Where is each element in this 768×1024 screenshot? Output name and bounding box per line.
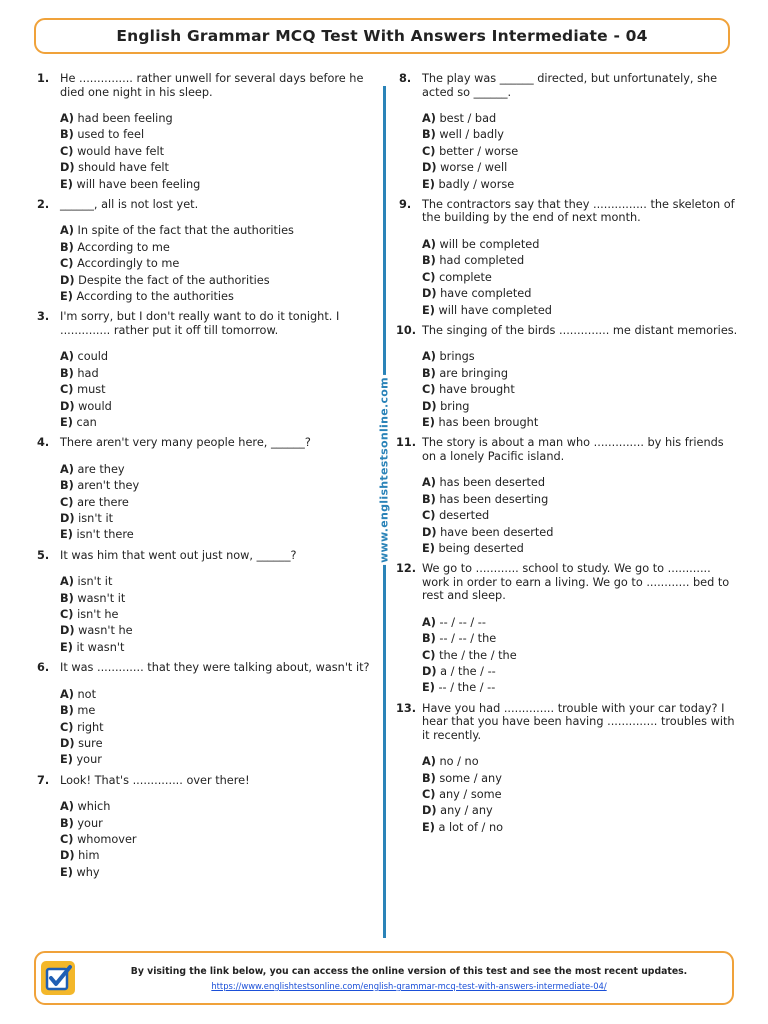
option-letter: E): [422, 541, 435, 555]
question-number-text: 9.: [399, 197, 412, 211]
question-item: [34, 549, 374, 656]
option-letter: D): [422, 664, 437, 678]
answer-option[interactable]: [60, 703, 374, 719]
option-letter: C): [60, 144, 74, 158]
option-text: isn't there: [76, 528, 134, 542]
question-item: [396, 324, 741, 431]
option-text: -- / -- / --: [439, 615, 486, 629]
answer-option[interactable]: [60, 623, 374, 639]
option-text: isn't he: [77, 608, 119, 622]
answer-option[interactable]: [422, 415, 741, 431]
question-header: [396, 198, 741, 225]
option-letter: D): [60, 736, 75, 750]
question-number-text: 11.: [396, 436, 417, 450]
question-number: [34, 310, 60, 337]
option-letter: C): [60, 257, 74, 271]
question-text: ______, all is not lost yet.: [60, 197, 199, 211]
option-letter: B): [422, 254, 436, 268]
answer-option[interactable]: [422, 286, 741, 302]
question-text: The story is about a man who .............. by his friends on a lonely Pacific island.: [422, 436, 724, 463]
answer-option[interactable]: [60, 799, 374, 815]
answer-option[interactable]: [422, 177, 741, 193]
option-letter: D): [60, 512, 75, 526]
option-text: being deserted: [438, 541, 524, 555]
answer-options: [34, 799, 374, 881]
option-text: had: [77, 366, 99, 380]
answer-option[interactable]: [422, 127, 741, 143]
option-letter: B): [60, 816, 74, 830]
option-text: isn't it: [78, 512, 114, 526]
answer-options: [34, 111, 374, 193]
question-item: [34, 774, 374, 881]
question-number: [34, 198, 60, 212]
option-text: it wasn't: [76, 640, 125, 654]
side-url[interactable]: www.englishtestsonline.com: [375, 375, 394, 565]
option-letter: D): [422, 161, 437, 175]
question-header: [34, 72, 374, 99]
answer-option[interactable]: [60, 816, 374, 832]
option-text: has been deserting: [439, 492, 549, 506]
answer-option[interactable]: [60, 640, 374, 656]
option-text: has been brought: [438, 415, 539, 429]
question-item: [34, 661, 374, 768]
question-number-text: 6.: [37, 661, 50, 675]
answer-option[interactable]: [60, 591, 374, 607]
page-title: English Grammar MCQ Test With Answers Intermediate - 04: [34, 18, 730, 54]
question-header: [34, 436, 374, 450]
answer-option[interactable]: [422, 631, 741, 647]
option-letter: D): [422, 525, 437, 539]
answer-option[interactable]: [422, 366, 741, 382]
option-text: badly / worse: [438, 177, 515, 191]
question-header: [34, 198, 374, 212]
question-header: [34, 661, 374, 675]
answer-option[interactable]: [60, 495, 374, 511]
left-column: [34, 72, 374, 886]
answer-option[interactable]: [422, 820, 741, 836]
question-header: [34, 310, 374, 337]
question-item: [34, 198, 374, 305]
option-letter: D): [60, 161, 75, 175]
question-text: It was him that went out just now, ______?: [60, 548, 297, 562]
question-number: [34, 774, 60, 788]
answer-option[interactable]: [422, 270, 741, 286]
option-letter: B): [60, 128, 74, 142]
option-text: bring: [440, 399, 470, 413]
answer-option[interactable]: [60, 527, 374, 543]
option-text: which: [77, 800, 111, 814]
option-text: any / any: [440, 804, 493, 818]
question-item: [34, 310, 374, 431]
question-number-text: 13.: [396, 701, 417, 715]
answer-option[interactable]: [422, 382, 741, 398]
answer-option[interactable]: [422, 754, 741, 770]
option-letter: B): [422, 771, 436, 785]
question-number-text: 1.: [37, 72, 50, 85]
option-text: your: [77, 816, 103, 830]
option-text: best / bad: [439, 112, 497, 125]
answer-option[interactable]: [422, 399, 741, 415]
answer-option[interactable]: [60, 848, 374, 864]
option-letter: B): [422, 366, 436, 380]
option-letter: C): [60, 495, 74, 509]
answer-options: [34, 223, 374, 305]
option-text: wasn't he: [78, 624, 133, 638]
answer-option[interactable]: [60, 462, 374, 478]
option-letter: C): [422, 144, 436, 158]
option-text: are they: [77, 462, 125, 476]
option-letter: A): [60, 224, 74, 238]
answer-option[interactable]: [60, 177, 374, 193]
question-header: [34, 549, 374, 563]
option-letter: E): [60, 528, 73, 542]
option-text: In spite of the fact that the authorities: [77, 224, 294, 238]
option-letter: D): [60, 624, 75, 638]
option-text: complete: [439, 270, 492, 284]
option-text: have been deserted: [440, 525, 554, 539]
option-text: right: [77, 720, 104, 734]
option-text: had been feeling: [77, 112, 173, 125]
question-number: [34, 436, 60, 450]
option-letter: A): [422, 615, 436, 629]
option-text: could: [77, 350, 109, 364]
question-number: [396, 702, 422, 743]
answer-option[interactable]: [422, 492, 741, 508]
option-letter: A): [60, 575, 74, 589]
answer-option[interactable]: [422, 541, 741, 557]
option-letter: B): [60, 366, 74, 380]
option-letter: C): [60, 608, 74, 622]
option-letter: D): [60, 273, 75, 287]
right-column: [396, 72, 741, 841]
option-text: me: [77, 704, 96, 718]
option-text: whomover: [77, 833, 137, 846]
question-text: He ............... rather unwell for several days before he died one night in his sleep.: [60, 72, 364, 99]
question-number: [34, 661, 60, 675]
option-text: him: [78, 849, 100, 863]
option-letter: A): [422, 350, 436, 364]
answer-option[interactable]: [60, 736, 374, 752]
option-letter: C): [422, 509, 436, 523]
question-number-text: 10.: [396, 323, 417, 337]
option-text: some / any: [439, 771, 502, 785]
question-number: [396, 72, 422, 99]
option-text: are bringing: [439, 366, 508, 380]
option-letter: B): [60, 479, 74, 493]
option-text: wasn't it: [77, 591, 126, 605]
option-letter: D): [422, 399, 437, 413]
option-text: the / the / the: [439, 648, 517, 662]
answer-options: [396, 111, 741, 193]
option-text: well / badly: [439, 128, 504, 142]
option-text: have brought: [439, 383, 515, 397]
option-letter: A): [60, 462, 74, 476]
option-letter: A): [422, 237, 436, 251]
answer-option[interactable]: [422, 648, 741, 664]
answer-option[interactable]: [422, 787, 741, 803]
question-item: [396, 198, 741, 319]
answer-option[interactable]: [422, 508, 741, 524]
option-letter: D): [60, 849, 75, 863]
option-text: a / the / --: [440, 664, 496, 678]
option-letter: E): [60, 415, 73, 429]
option-text: will be completed: [439, 237, 540, 251]
answer-option[interactable]: [60, 144, 374, 160]
answer-option[interactable]: [422, 525, 741, 541]
answer-option[interactable]: [422, 237, 741, 253]
answer-option[interactable]: [60, 240, 374, 256]
question-number-text: 12.: [396, 562, 417, 576]
option-text: brings: [439, 350, 475, 364]
question-number-text: 8.: [399, 72, 412, 85]
answer-options: [396, 754, 741, 836]
question-header: [396, 72, 741, 99]
question-number: [34, 549, 60, 563]
option-text: why: [76, 865, 100, 879]
question-header: [396, 562, 741, 603]
option-text: your: [76, 753, 102, 767]
option-letter: C): [60, 720, 74, 734]
option-text: can: [76, 415, 97, 429]
question-number-text: 2.: [37, 197, 50, 211]
question-text: It was ............. that they were talking about, wasn't it?: [60, 661, 370, 675]
option-letter: E): [60, 753, 73, 767]
option-letter: D): [60, 399, 75, 413]
option-letter: B): [422, 492, 436, 506]
answer-option[interactable]: [60, 415, 374, 431]
question-item: [396, 562, 741, 696]
option-text: had completed: [439, 254, 525, 268]
option-letter: C): [60, 383, 74, 397]
question-number-text: 5.: [37, 548, 50, 562]
answer-options: [34, 687, 374, 769]
answer-option[interactable]: [60, 382, 374, 398]
question-text: The contractors say that they ............... the skeleton of the building by the end of next month.: [422, 197, 735, 225]
question-header: [34, 774, 374, 788]
option-letter: E): [422, 415, 435, 429]
option-text: will have completed: [438, 303, 552, 317]
answer-options: [396, 349, 741, 431]
answer-option[interactable]: [60, 289, 374, 305]
option-text: would: [78, 399, 112, 413]
answer-option[interactable]: [60, 256, 374, 272]
answer-option[interactable]: [60, 366, 374, 382]
option-letter: E): [60, 865, 73, 879]
answer-option[interactable]: [422, 303, 741, 319]
option-text: worse / well: [440, 161, 508, 175]
option-letter: C): [422, 383, 436, 397]
option-letter: C): [422, 648, 436, 662]
answer-option[interactable]: [60, 720, 374, 736]
option-letter: B): [422, 632, 436, 646]
question-text: The play was ______ directed, but unfortunately, she acted so ______.: [422, 72, 718, 99]
question-header: [396, 436, 741, 463]
question-number: [396, 436, 422, 463]
answer-option[interactable]: [60, 160, 374, 176]
answer-option[interactable]: [60, 752, 374, 768]
answer-option[interactable]: [60, 127, 374, 143]
answer-options: [34, 349, 374, 431]
option-letter: E): [60, 177, 73, 191]
option-letter: B): [60, 704, 74, 718]
question-text: The singing of the birds .............. me distant memories.: [422, 323, 738, 337]
option-text: better / worse: [439, 144, 519, 158]
answer-option[interactable]: [422, 771, 741, 787]
option-text: According to the authorities: [76, 290, 234, 304]
option-letter: C): [422, 788, 436, 802]
answer-options: [396, 475, 741, 557]
option-letter: E): [422, 303, 435, 317]
answer-option[interactable]: [60, 399, 374, 415]
option-text: are there: [77, 495, 129, 509]
footer-text: By visiting the link below, you can access the online version of this test and see the most recent updates.: [130, 966, 688, 977]
answer-option[interactable]: [422, 111, 741, 127]
footer-box: [34, 951, 734, 1005]
option-text: sure: [78, 736, 103, 750]
option-letter: B): [60, 240, 74, 254]
option-text: has been deserted: [439, 476, 546, 490]
answer-option[interactable]: [422, 144, 741, 160]
option-text: will have been feeling: [76, 177, 201, 191]
footer-link[interactable]: https://www.englishtestsonline.com/english-grammar-mcq-test-with-answers-intermediate-04/: [211, 981, 607, 991]
question-text: Look! That's .............. over there!: [60, 773, 250, 787]
question-number-text: 3.: [37, 310, 50, 324]
option-letter: B): [60, 591, 74, 605]
option-letter: D): [422, 804, 437, 818]
option-letter: A): [60, 350, 74, 364]
answer-options: [396, 237, 741, 319]
option-letter: A): [422, 112, 436, 125]
answer-option[interactable]: [60, 511, 374, 527]
option-letter: A): [422, 476, 436, 490]
option-text: deserted: [439, 509, 490, 523]
answer-options: [396, 615, 741, 697]
option-letter: A): [60, 687, 74, 701]
answer-option[interactable]: [60, 865, 374, 881]
answer-option[interactable]: [60, 832, 374, 848]
question-text: Have you had .............. trouble with your car today? I hear that you have been having .............. troubles with it recently.: [422, 701, 735, 742]
answer-option[interactable]: [60, 273, 374, 289]
question-item: [396, 702, 741, 836]
option-letter: E): [422, 177, 435, 191]
answer-option[interactable]: [422, 253, 741, 269]
question-number: [396, 198, 422, 225]
option-text: Accordingly to me: [77, 257, 180, 271]
option-letter: A): [60, 112, 74, 125]
option-text: no / no: [439, 755, 479, 769]
option-text: isn't it: [77, 575, 113, 589]
option-text: used to feel: [77, 128, 145, 142]
answer-option[interactable]: [60, 349, 374, 365]
option-letter: A): [422, 755, 436, 769]
option-letter: D): [422, 287, 437, 301]
option-text: any / some: [439, 788, 502, 802]
question-number: [396, 324, 422, 338]
answer-options: [34, 462, 374, 544]
option-letter: E): [60, 290, 73, 304]
option-text: Despite the fact of the authorities: [78, 273, 270, 287]
question-number: [34, 72, 60, 99]
option-text: a lot of / no: [438, 820, 504, 834]
question-number-text: 4.: [37, 436, 50, 450]
answer-option[interactable]: [60, 111, 374, 127]
question-header: [396, 324, 741, 338]
answer-option[interactable]: [422, 803, 741, 819]
checkbox-check-icon: [41, 961, 75, 995]
option-text: -- / -- / the: [439, 632, 497, 646]
answer-option[interactable]: [60, 223, 374, 239]
answer-option[interactable]: [422, 475, 741, 491]
question-number: [396, 562, 422, 603]
option-text: have completed: [440, 287, 532, 301]
answer-option[interactable]: [422, 160, 741, 176]
question-item: [34, 72, 374, 193]
option-letter: B): [422, 128, 436, 142]
option-text: According to me: [77, 240, 170, 254]
question-item: [396, 436, 741, 557]
option-letter: E): [422, 820, 435, 834]
answer-option[interactable]: [60, 687, 374, 703]
answer-option[interactable]: [422, 615, 741, 631]
question-number-text: 7.: [37, 773, 50, 787]
option-letter: E): [422, 681, 435, 695]
answer-option[interactable]: [422, 680, 741, 696]
answer-options: [34, 574, 374, 656]
option-text: aren't they: [77, 479, 140, 493]
question-item: [34, 436, 374, 543]
question-header: [396, 702, 741, 743]
question-text: We go to ............ school to study. We go to ............ work in order to earn a living. We go to ............ bed to rest and sleep.: [422, 562, 730, 603]
option-text: must: [77, 383, 106, 397]
option-text: would have felt: [77, 144, 165, 158]
option-text: should have felt: [78, 161, 169, 175]
answer-option[interactable]: [60, 478, 374, 494]
question-text: There aren't very many people here, ______?: [60, 436, 311, 450]
answer-option[interactable]: [422, 349, 741, 365]
option-letter: C): [422, 270, 436, 284]
question-text: I'm sorry, but I don't really want to do it tonight. I .............. rather put it off till tomorrow.: [60, 310, 340, 337]
answer-option[interactable]: [422, 664, 741, 680]
answer-option[interactable]: [60, 607, 374, 623]
option-text: not: [77, 687, 97, 701]
option-text: -- / the / --: [438, 681, 496, 695]
option-letter: E): [60, 640, 73, 654]
option-letter: C): [60, 833, 74, 846]
question-item: [396, 72, 741, 193]
option-letter: A): [60, 800, 74, 814]
answer-option[interactable]: [60, 574, 374, 590]
